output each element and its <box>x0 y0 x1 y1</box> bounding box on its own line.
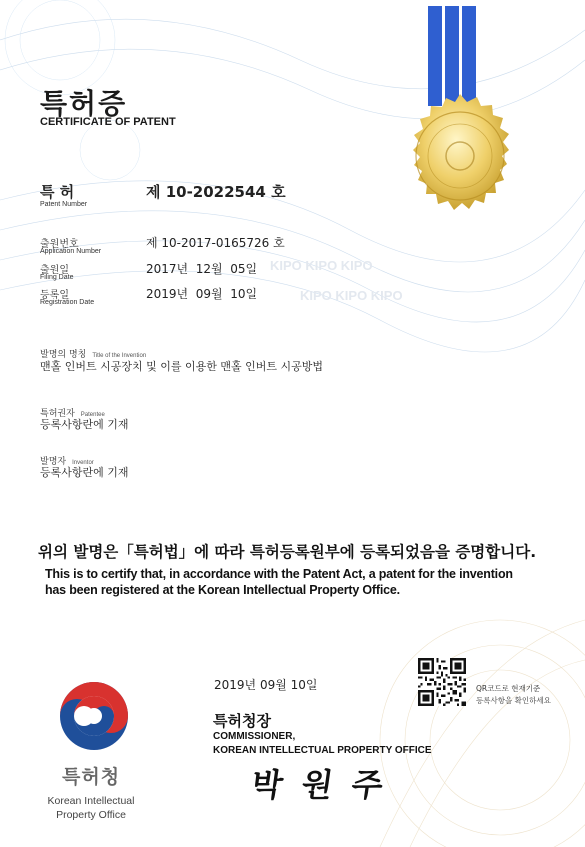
patentee-value: 등록사항란에 기재 <box>40 418 129 431</box>
certification-statement-en-2: has been registered at the Korean Intellectual Property Office. <box>45 583 400 597</box>
issuer-title-en-1: COMMISSIONER, <box>213 731 296 742</box>
invention-title-label: 발명의 명칭 <box>40 350 87 360</box>
inventor-label-en: Inventor <box>72 460 94 466</box>
qr-code-icon[interactable] <box>418 658 466 706</box>
commissioner-signature: 박 원 주 <box>249 766 390 804</box>
watermark-text: KIPO KIPO KIPO <box>270 258 373 273</box>
patent-number-label: 특 허 <box>40 183 75 201</box>
filing-date-label: 출원일 <box>40 265 69 276</box>
kipo-name-en-2: Property Office <box>56 809 126 821</box>
registration-date-label: 등록일 <box>40 290 69 301</box>
registration-date-label-en: Registration Date <box>40 299 95 306</box>
filing-date-label-en: Filing Date <box>40 274 74 281</box>
filing-date-value: 2017년 12월 05일 <box>146 262 258 276</box>
application-number-label: 출원번호 <box>40 239 79 250</box>
patentee-label: 특허권자 <box>40 409 75 419</box>
certificate-title-en: CERTIFICATE OF PATENT <box>40 116 176 128</box>
qr-note-1: QR코드로 현재기준 <box>476 684 541 693</box>
gold-seal <box>392 84 528 220</box>
kipo-name-en-1: Korean Intellectual <box>47 795 135 807</box>
watermark-text: KIPO KIPO KIPO <box>300 288 403 303</box>
patentee-label-en: Patentee <box>80 412 105 418</box>
certification-statement-en-1: This is to certify that, in accordance with the Patent Act, a patent for the invention <box>45 567 513 581</box>
inventor-value: 등록사항란에 기재 <box>40 466 129 479</box>
issue-date: 2019년 09월 10일 <box>214 678 318 692</box>
certification-statement-ko: 위의 발명은「특허법」에 따라 특허등록원부에 등록되었음을 증명합니다. <box>38 543 537 561</box>
inventor-label: 발명자 <box>40 457 67 467</box>
qr-note-2: 등록사항을 확인하세요 <box>476 696 551 705</box>
kipo-logo-icon <box>58 680 130 752</box>
invention-title-value: 맨홀 인버트 시공장치 및 이를 이용한 맨홀 인버트 시공방법 <box>40 360 323 373</box>
issuer-title-ko: 특허청장 <box>213 712 271 730</box>
registration-date-value: 2019년 09월 10일 <box>146 287 258 301</box>
issuer-title-en-2: KOREAN INTELLECTUAL PROPERTY OFFICE <box>213 745 432 756</box>
application-number-value: 제 10-2017-0165726 호 <box>146 236 285 250</box>
certificate-title: 특허증 <box>40 87 128 120</box>
patent-number-value: 제 10-2022544 호 <box>146 183 286 201</box>
patent-number-label-en: Patent Number <box>40 201 88 208</box>
application-number-label-en: Application Number <box>40 248 102 255</box>
invention-title-label-en: Title of the Invention <box>92 353 147 359</box>
kipo-name-ko: 특허청 <box>62 766 121 788</box>
